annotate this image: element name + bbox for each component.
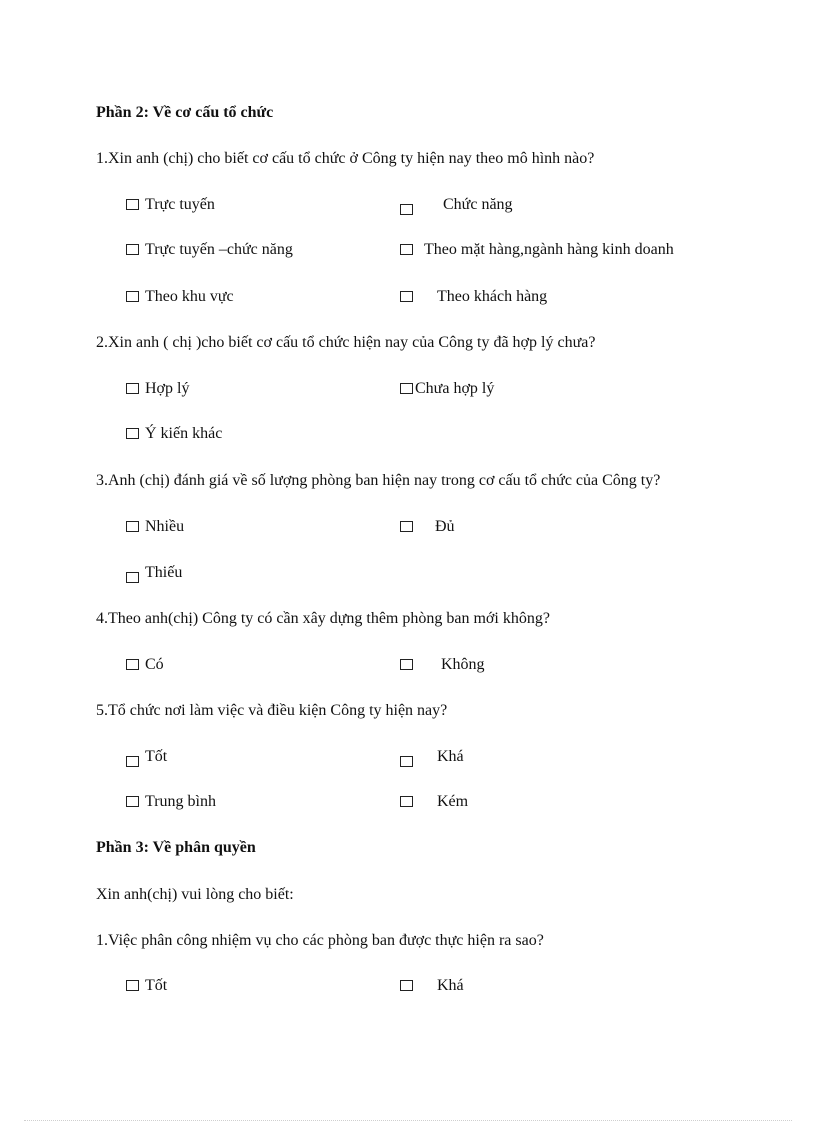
checkbox-icon[interactable] — [126, 428, 139, 439]
option-y-kien-khac[interactable] — [126, 424, 222, 444]
checkbox-icon[interactable] — [126, 521, 139, 532]
option-hop-ly[interactable] — [126, 379, 189, 399]
option-thieu[interactable] — [126, 563, 182, 583]
option-nhieu[interactable] — [126, 517, 184, 537]
option-label: Theo mặt hàng,ngành hàng kinh doanh — [424, 241, 674, 258]
question-5-text: 5.Tổ chức nơi làm việc và điều kiện Công ty hiện nay? — [96, 702, 448, 719]
checkbox-icon[interactable] — [126, 980, 139, 991]
checkbox-icon[interactable] — [400, 756, 413, 767]
option-chuc-nang[interactable] — [400, 195, 513, 215]
option-kha-part3[interactable] — [400, 976, 464, 996]
checkbox-icon[interactable] — [126, 199, 139, 210]
checkbox-icon[interactable] — [400, 291, 413, 302]
option-khong[interactable] — [400, 655, 485, 675]
option-label: Chưa hợp lý — [415, 380, 495, 397]
checkbox-icon[interactable] — [400, 244, 413, 255]
option-theo-mat-hang[interactable] — [400, 240, 674, 260]
option-trung-binh[interactable] — [126, 792, 216, 812]
option-label: Theo khu vực — [145, 288, 234, 305]
option-du[interactable] — [400, 517, 455, 537]
checkbox-icon[interactable] — [126, 383, 139, 394]
option-chua-hop-ly[interactable] — [400, 379, 494, 399]
checkbox-icon[interactable] — [400, 659, 413, 670]
option-label: Kém — [437, 793, 469, 810]
option-label: Trực tuyến –chức năng — [145, 241, 293, 258]
checkbox-icon[interactable] — [126, 291, 139, 302]
part3-intro: Xin anh(chị) vui lòng cho biết: — [96, 886, 294, 903]
option-label: Nhiều — [145, 518, 185, 535]
option-label: Thiếu — [145, 564, 183, 581]
option-kha[interactable] — [400, 747, 464, 767]
option-tot[interactable] — [126, 747, 167, 767]
option-label: Không — [441, 656, 485, 673]
option-tot-part3[interactable] — [126, 976, 167, 996]
option-label: Chức năng — [443, 196, 513, 213]
checkbox-icon[interactable] — [126, 796, 139, 807]
part3-question-1-text: 1.Việc phân công nhiệm vụ cho các phòng ban được thực hiện ra sao? — [96, 932, 544, 949]
option-label: Trung bình — [145, 793, 216, 810]
option-truc-tuyen-chuc-nang[interactable] — [126, 240, 293, 260]
option-label: Ý kiến khác — [145, 425, 223, 442]
page-bottom-rule — [24, 1120, 792, 1121]
option-theo-khach-hang[interactable] — [400, 287, 547, 307]
part3-heading: Phần 3: Về phân quyền — [96, 839, 256, 856]
part2-heading: Phần 2: Về cơ cấu tổ chức — [96, 104, 274, 121]
question-3-text: 3.Anh (chị) đánh giá về số lượng phòng ban hiện nay trong cơ cấu tổ chức của Công ty? — [96, 472, 661, 489]
option-label: Tốt — [145, 748, 168, 765]
option-label: Khá — [437, 977, 464, 994]
checkbox-icon[interactable] — [126, 244, 139, 255]
option-label: Trực tuyến — [145, 196, 215, 213]
checkbox-icon[interactable] — [126, 659, 139, 670]
checkbox-icon[interactable] — [400, 204, 413, 215]
option-truc-tuyen[interactable] — [126, 195, 215, 215]
option-label: Đủ — [435, 518, 455, 535]
option-theo-khu-vuc[interactable] — [126, 287, 234, 307]
checkbox-icon[interactable] — [126, 756, 139, 767]
question-1-text: 1.Xin anh (chị) cho biết cơ cấu tổ chức ở Công ty hiện nay theo mô hình nào? — [96, 150, 595, 167]
checkbox-icon[interactable] — [126, 572, 139, 583]
checkbox-icon[interactable] — [400, 980, 413, 991]
question-2-text: 2.Xin anh ( chị )cho biết cơ cấu tổ chức hiện nay của Công ty đã hợp lý chưa? — [96, 334, 596, 351]
option-label: Có — [145, 656, 164, 673]
option-label: Tốt — [145, 977, 168, 994]
option-label: Hợp lý — [145, 380, 190, 397]
option-label: Khá — [437, 748, 464, 765]
option-kem[interactable] — [400, 792, 468, 812]
checkbox-icon[interactable] — [400, 796, 413, 807]
checkbox-icon[interactable] — [400, 383, 413, 394]
option-label: Theo khách hàng — [437, 288, 548, 305]
checkbox-icon[interactable] — [400, 521, 413, 532]
question-4-text: 4.Theo anh(chị) Công ty có cần xây dựng thêm phòng ban mới không? — [96, 610, 550, 627]
option-co[interactable] — [126, 655, 164, 675]
